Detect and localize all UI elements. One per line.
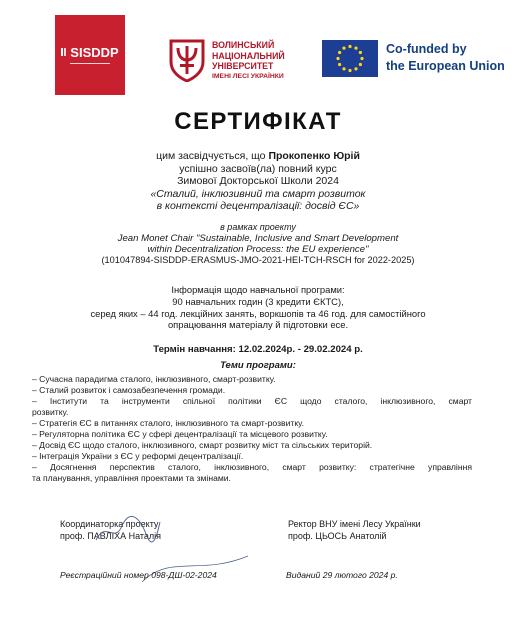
recipient-name: Прокопенко Юрій	[268, 150, 360, 162]
term-line	[60, 344, 456, 357]
eu-star	[348, 45, 351, 48]
topic-item: – Досягнення перспектив сталого, інклюзивного, смарт розвитку: стратегічне управління	[32, 462, 472, 472]
topic-item: – Інтеграція України з ЄС у реформі децентралізації.	[32, 451, 244, 461]
sisddp-logo-name: SISDDP	[61, 45, 118, 60]
topic-item: – Сталий розвиток і самозабезпечення громади.	[32, 385, 226, 395]
topics-list	[32, 374, 472, 484]
project-title-line-2: within Decentralization Process: the EU experience"	[147, 244, 369, 255]
eu-cofunded-text	[386, 41, 505, 75]
issue-date: Виданий 29 лютого 2024 р.	[286, 570, 398, 580]
certificate-title: СЕРТИФІКАТ	[174, 108, 342, 135]
topic-item: – Сучасна парадигма сталого, інклюзивного, смарт-розвитку.	[32, 374, 276, 384]
topic-item: та планування, управління проектами та змінами.	[32, 473, 231, 483]
program-info-heading: Інформація щодо навчальної програми:	[171, 284, 345, 295]
eu-star	[338, 51, 341, 54]
certificate-intro	[60, 150, 456, 213]
sisddp-logo-subtitle	[70, 62, 110, 66]
course-title-line-1: «Сталий, інклюзивний та смарт розвиток	[150, 187, 366, 200]
right-signature	[288, 518, 421, 542]
vnu-emblem-icon	[168, 38, 206, 82]
eu-star	[338, 63, 341, 66]
vnu-line-2: НАЦІОНАЛЬНИЙ	[212, 50, 285, 61]
eu-star	[348, 69, 351, 72]
eu-star	[359, 63, 362, 66]
eu-line-2: the European Union	[386, 59, 505, 73]
topic-item: – Досвід ЄС щодо сталого, інклюзивного, смарт розвитку міст та сільських територій.	[32, 440, 373, 450]
eu-line-1: Co-funded by	[386, 42, 467, 56]
eu-star	[359, 51, 362, 54]
rector-name: проф. ЦЬОСЬ Анатолій	[288, 531, 387, 541]
project-title-line-1: Jean Monet Chair "Sustainable, Inclusive and Smart Development	[117, 233, 399, 244]
coordinator-signature-scribble	[92, 510, 162, 550]
project-code: (101047894-SISDDP-ERASMUS-JMO-2021-HEI-TCH-RSCH for 2022-2025)	[101, 255, 415, 265]
topics-heading: Теми програми:	[220, 360, 296, 371]
project-intro: в рамках проекту	[220, 222, 296, 232]
certify-prefix: цим засвідчується, що	[156, 150, 266, 162]
sisddp-logo	[55, 15, 125, 95]
topic-item: – Стратегія ЄС в питаннях сталого, інклюзивного та смарт-розвитку.	[32, 418, 304, 428]
eu-cofunded-logo	[322, 40, 512, 78]
program-breakdown-2: опрацювання матеріалу й підготовки есе.	[167, 319, 349, 331]
eu-star	[354, 47, 357, 50]
registration-number: Реєстраційний номер 098-ДШ-02-2024	[60, 570, 217, 580]
coordinator-name: проф. ПАВЛІХА Наталія	[60, 531, 162, 541]
program-info	[60, 284, 456, 331]
eu-star	[342, 67, 345, 70]
completed-line: успішно засвоїв(ла) повний курс	[179, 162, 337, 175]
project-block	[60, 222, 456, 266]
topic-item: розвитку.	[32, 407, 69, 417]
vnu-logo	[168, 38, 298, 84]
coordinator-role: Координаторка проекту	[60, 519, 159, 529]
program-hours: 90 навчальних годин (3 кредити ЄКТС),	[172, 295, 344, 307]
term-value: 12.02.2024р. - 29.02.2024 р.	[238, 344, 363, 355]
course-title-line-2: в контексті децентралізації: досвід ЄС»	[156, 200, 360, 212]
vnu-line-4: ІМЕНІ ЛЕСІ УКРАЇНКИ	[212, 72, 284, 80]
eu-star	[360, 57, 363, 60]
sisddp-subtitle-mark	[70, 62, 110, 65]
topic-item: – Регуляторна політика ЄС у сфері децентралізації та місцевого розвитку.	[32, 429, 328, 439]
topic-item: – Інститути та інструменти спільної політики ЄС щодо сталого, інклюзивного, смарт	[32, 396, 472, 406]
program-breakdown: серед яких – 44 год. лекційних занять, воркшопів та 46 год. для самостійного	[90, 307, 426, 319]
eu-flag-icon	[322, 40, 378, 77]
vnu-logo-text	[212, 40, 285, 82]
vnu-line-1: ВОЛИНСЬКИЙ	[212, 40, 275, 50]
eu-star	[342, 47, 345, 50]
eu-star	[336, 57, 339, 60]
recipient-line	[60, 150, 456, 163]
sisddp-mark-icon	[61, 47, 69, 57]
school-line: Зимової Докторської Школи 2024	[177, 175, 339, 187]
rector-role: Ректор ВНУ імені Лесу Українки	[288, 519, 421, 529]
stamp-scribble	[140, 548, 250, 588]
vnu-line-3: УНІВЕРСИТЕТ	[212, 61, 274, 71]
term-label: Термін навчання:	[153, 344, 236, 355]
eu-star	[354, 67, 357, 70]
